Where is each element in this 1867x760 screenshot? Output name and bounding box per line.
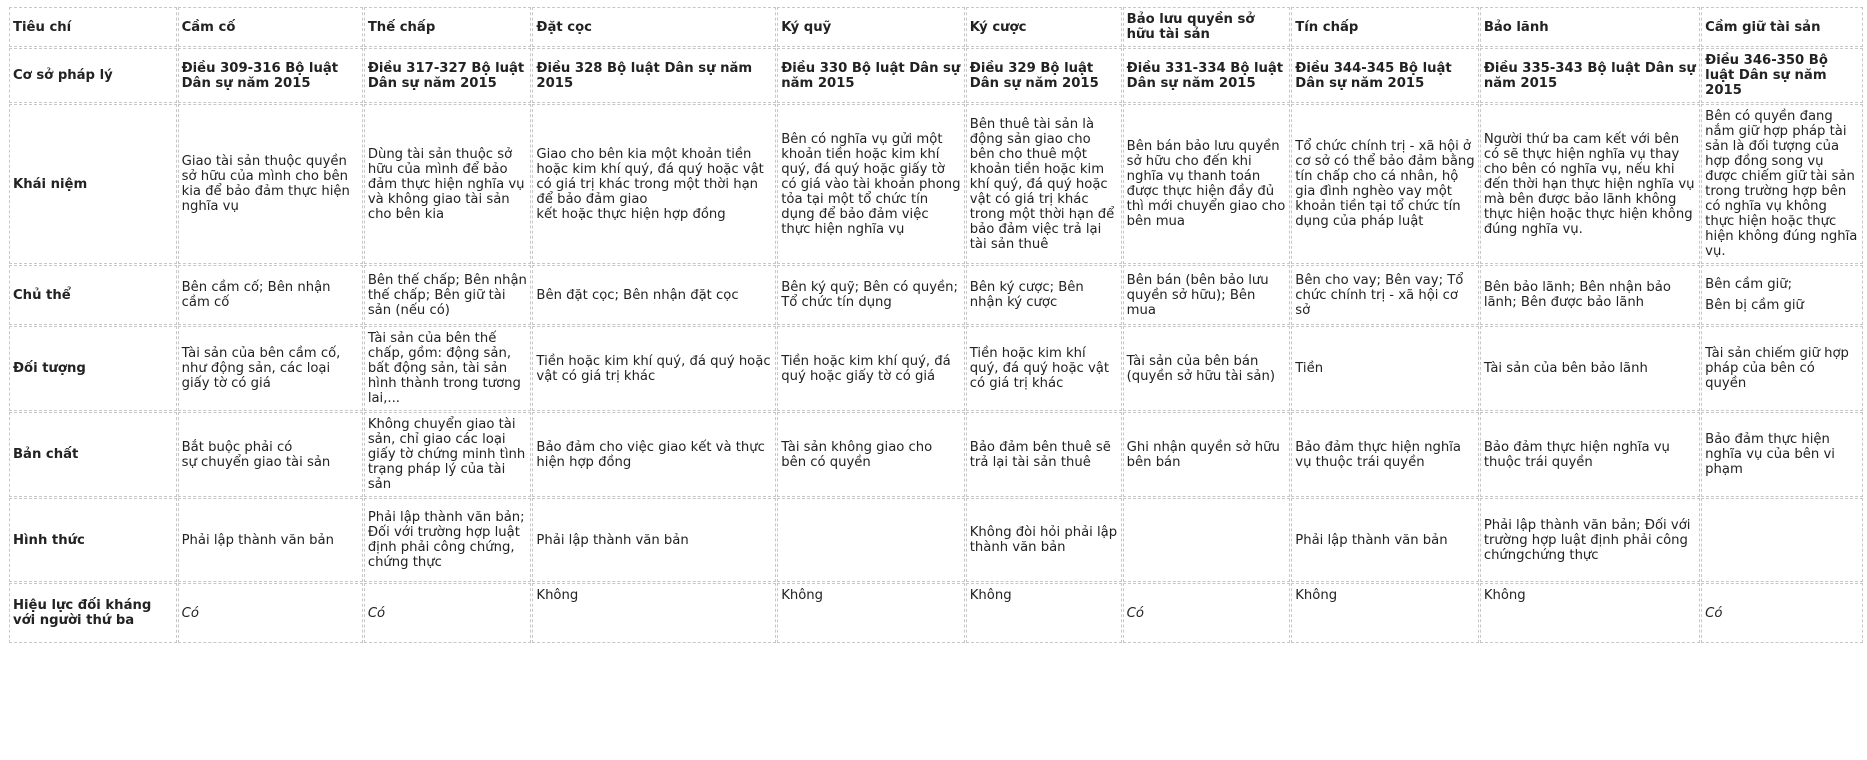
table-cell: Ghi nhận quyền sở hữu bên bán [1123,412,1291,497]
table-cell: Phải lập thành văn bản; Đối với trường hợp luật định phải công chứng, chứng thực [364,498,532,582]
col-header-tin-chap: Tín chấp [1291,7,1479,47]
row-label: Đối tượng [9,326,177,411]
table-cell: Bên đặt cọc; Bên nhận đặt cọc [532,265,776,325]
comparison-table [8,6,1864,644]
table-cell: Bảo đảm thực hiện nghĩa vụ của bên vi phạm [1701,412,1863,497]
table-cell: Tài sản của bên thế chấp, gồm: động sản, bất động sản, tài sản hình thành trong tương lai,... [364,326,532,411]
table-cell: Tài sản của bên bảo lãnh [1480,326,1700,411]
table-cell: Không [777,583,965,643]
table-cell: Tổ chức chính trị - xã hội ở cơ sở có thể bảo đảm bằng tín chấp cho cá nhân, hộ gia đình nghèo vay một khoản tiền tại tổ chức tín dụng của pháp luật [1291,104,1479,264]
table-cell: Điều 330 Bộ luật Dân sự năm 2015 [777,48,965,103]
table-cell: Không [532,583,776,643]
cell-text: Bên cầm giữ; [1705,277,1793,292]
col-header-ky-quy: Ký quỹ [777,7,965,47]
row-label: Bản chất [9,412,177,497]
col-header-dat-coc: Đặt cọc [532,7,776,47]
table-cell: Điều 331-334 Bộ luật Dân sự năm 2015 [1123,48,1291,103]
table-cell: Có [178,583,363,643]
table-cell: Có [1123,583,1291,643]
table-cell: Phải lập thành văn bản [532,498,776,582]
table-cell: Bên thế chấp; Bên nhận thế chấp; Bên giữ tài sản (nếu có) [364,265,532,325]
table-row [9,498,1863,582]
table-cell: Tiền hoặc kim khí quý, đá quý hoặc vật có giá trị khác [966,326,1122,411]
table-cell: Điều 309-316 Bộ luật Dân sự năm 2015 [178,48,363,103]
cell-text-continued: sự chuyển giao tài sản [181,454,331,470]
col-header-ky-cuoc: Ký cược [966,7,1122,47]
table-cell: Bảo đảm cho việc giao kết và thực hiện hợp đồng [532,412,776,497]
row-label: Chủ thể [9,265,177,325]
table-cell: Tài sản chiếm giữ hợp pháp của bên có quyền [1701,326,1863,411]
table-cell: Có [1701,583,1863,643]
table-cell [777,498,965,582]
table-cell: Tiền hoặc kim khí quý, đá quý hoặc giấy tờ có giá [777,326,965,411]
table-cell: Phải lập thành văn bản [178,498,363,582]
table-cell [1123,498,1291,582]
table-cell: Bên thuê tài sản là động sản giao cho bên cho thuê một khoản tiền hoặc kim khí quý, đá quý hoặc vật có giá trị khác trong một thời hạn để bảo đảm việc trả lại tài sản thuê [966,104,1122,264]
row-label: Cơ sở pháp lý [9,48,177,103]
cell-text: Giao cho bên kia một khoản tiền hoặc kim khí quý, đá quý hoặc vật có giá trị khác trong một thời hạn để bảo đảm giao [536,146,764,207]
table-cell: Tài sản không giao cho bên có quyền [777,412,965,497]
table-row [9,104,1863,264]
table-cell: Tài sản của bên bán (quyền sở hữu tài sản) [1123,326,1291,411]
table-cell: Bảo đảm bên thuê sẽ trả lại tài sản thuê [966,412,1122,497]
table-cell: Điều 317-327 Bộ luật Dân sự năm 2015 [364,48,532,103]
table-row [9,48,1863,103]
table-cell: Giao tài sản thuộc quyền sở hữu của mình cho bên kia để bảo đảm thực hiện nghĩa vụ [178,104,363,264]
table-cell: Phải lập thành văn bản; Đối với trường hợp luật định phải công chứngchứng thực [1480,498,1700,582]
table-cell: Bên bán (bên bảo lưu quyền sở hữu); Bên mua [1123,265,1291,325]
table-cell: Không [966,583,1122,643]
table-cell: Tiền hoặc kim khí quý, đá quý hoặc vật có giá trị khác [532,326,776,411]
table-cell: Không đòi hỏi phải lập thành văn bản [966,498,1122,582]
table-cell [1701,265,1863,325]
table-cell: Bảo đảm thực hiện nghĩa vụ thuộc trái quyền [1291,412,1479,497]
table-cell: Điều 328 Bộ luật Dân sự năm 2015 [532,48,776,103]
table-cell: Người thứ ba cam kết với bên có sẽ thực hiện nghĩa vụ thay cho bên có nghĩa vụ, nếu khi đến thời hạn thực hiện nghĩa vụ mà bên được bảo lãnh không thực hiện hoặc thực hiện không đúng nghĩa vụ. [1480,104,1700,264]
table-cell [178,412,363,497]
col-header-tieu-chi: Tiêu chí [9,7,177,47]
table-row [9,265,1863,325]
table-cell: Bên bảo lãnh; Bên nhận bảo lãnh; Bên được bảo lãnh [1480,265,1700,325]
table-cell: Không [1291,583,1479,643]
table-cell: Bên cầm cố; Bên nhận cầm cố [178,265,363,325]
table-cell: Điều 346-350 Bộ luật Dân sự năm 2015 [1701,48,1863,103]
table-cell: Tài sản của bên cầm cố, như động sản, các loại giấy tờ có giá [178,326,363,411]
row-label: Khái niệm [9,104,177,264]
col-header-bao-luu: Bảo lưu quyền sở hữu tài sản [1123,7,1291,47]
table-cell: Bên có quyền đang nắm giữ hợp pháp tài sản là đối tượng của hợp đồng song vụ được chiếm giữ tài sản trong trường hợp bên có nghĩa vụ không thực hiện hoặc thực hiện không đúng nghĩa vụ. [1701,104,1863,264]
col-header-the-chap: Thế chấp [364,7,532,47]
table-cell: Điều 329 Bộ luật Dân sự năm 2015 [966,48,1122,103]
table-cell: Không chuyển giao tài sản, chỉ giao các loại giấy tờ chứng minh tình trạng pháp lý của tài sản [364,412,532,497]
cell-text: Bắt buộc phải có [181,439,293,455]
table-cell [532,104,776,264]
table-cell: Tiền [1291,326,1479,411]
table-cell: Bên có nghĩa vụ gửi một khoản tiền hoặc kim khí quý, đá quý hoặc giấy tờ có giá vào tài khoản phong tỏa tại một tổ chức tín dụng để bảo đảm việc thực hiện nghĩa vụ [777,104,965,264]
col-header-bao-lanh: Bảo lãnh [1480,7,1700,47]
cell-text-continued: Bên bị cầm giữ [1705,298,1804,313]
table-cell: Có [364,583,532,643]
table-cell: Dùng tài sản thuộc sở hữu của mình để bảo đảm thực hiện nghĩa vụ và không giao tài sản cho bên kia [364,104,532,264]
table-cell: Bên ký quỹ; Bên có quyền; Tổ chức tín dụng [777,265,965,325]
row-label: Hình thức [9,498,177,582]
col-header-cam-giu: Cầm giữ tài sản [1701,7,1863,47]
row-label: Hiệu lực đối kháng với người thứ ba [9,583,177,643]
table-cell: Không [1480,583,1700,643]
cell-text-continued: kết hoặc thực hiện hợp đồng [536,206,726,222]
table-cell: Bên ký cược; Bên nhận ký cược [966,265,1122,325]
col-header-cam-co: Cầm cố [178,7,363,47]
table-cell: Bảo đảm thực hiện nghĩa vụ thuộc trái quyền [1480,412,1700,497]
table-cell: Điều 344-345 Bộ luật Dân sự năm 2015 [1291,48,1479,103]
header-row [9,7,1863,47]
table-row [9,326,1863,411]
table-cell [1701,498,1863,582]
table-cell: Phải lập thành văn bản [1291,498,1479,582]
table-cell: Điều 335-343 Bộ luật Dân sự năm 2015 [1480,48,1700,103]
table-row [9,583,1863,643]
table-cell: Bên cho vay; Bên vay; Tổ chức chính trị - xã hội cơ sở [1291,265,1479,325]
table-row [9,412,1863,497]
table-cell: Bên bán bảo lưu quyền sở hữu cho đến khi nghĩa vụ thanh toán được thực hiện đầy đủ thì mới chuyển giao cho bên mua [1123,104,1291,264]
